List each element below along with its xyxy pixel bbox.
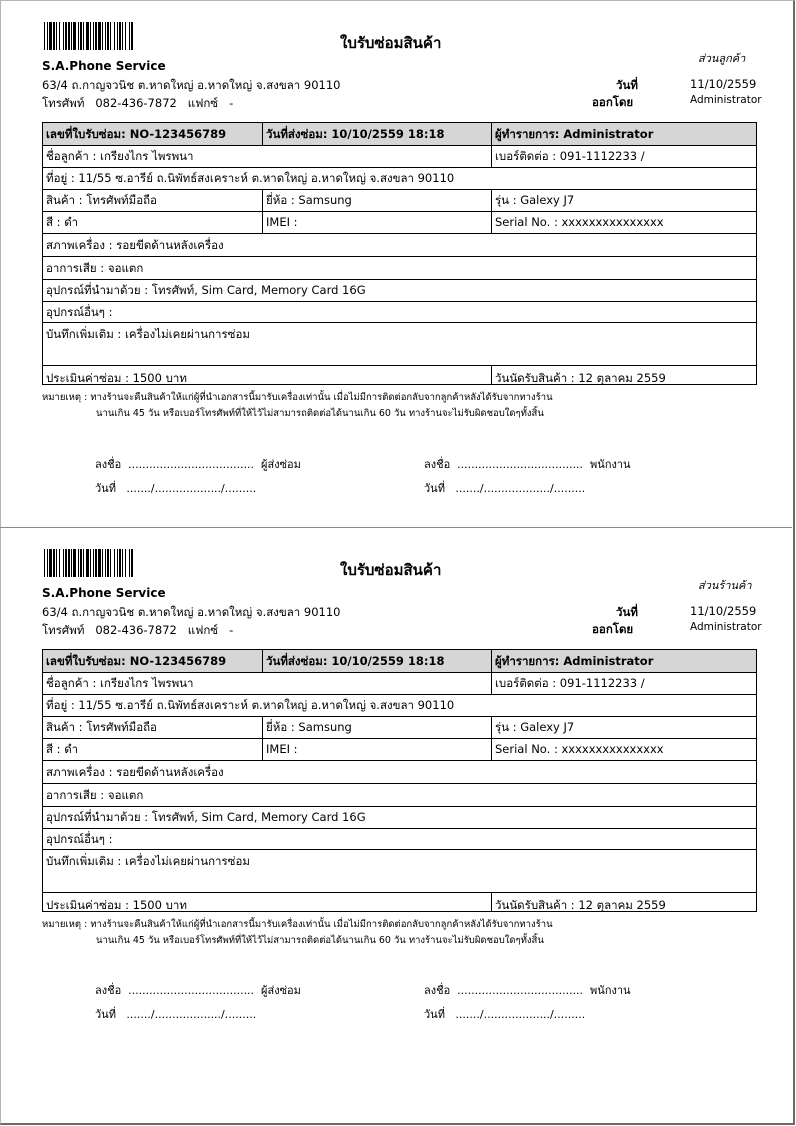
document-title: ใบรับซ่อมสินค้า (340, 34, 442, 52)
accessories: อุปกรณ์ที่นำมาด้วย : โทรศัพท์, Sim Card, Memory Card 16G (46, 283, 366, 297)
accessories: อุปกรณ์ที่นำมาด้วย : โทรศัพท์, Sim Card, Memory Card 16G (46, 810, 366, 824)
table-row (43, 212, 756, 234)
table-row (43, 673, 756, 695)
table-row (43, 784, 756, 807)
shop-name: S.A.Phone Service (42, 586, 166, 600)
date-label: วันที่ (616, 78, 638, 92)
table-row (43, 257, 756, 280)
additional-note: บันทึกเพิ่มเติม : เครื่องไม่เคยผ่านการซ่อม (46, 854, 250, 868)
pickup-date: วันนัดรับสินค้า : 12 ตุลาคม 2559 (491, 893, 756, 912)
barcode (44, 22, 236, 50)
table-row (43, 807, 756, 829)
table-header-row (43, 123, 756, 146)
receipt-customer-copy (0, 0, 792, 520)
handler: ผู้ทำรายการ: Administrator (491, 650, 756, 672)
issued-by-label: ออกโดย (592, 95, 634, 109)
remark-line-1: หมายเหตุ : ทางร้านจะคืนสินค้าให้แก่ผู้ที่นำเอกสารนี้มารับเครื่องเท่านั้น เมื่อไม่มีการติดต่อกลับจากลูกค้าหลังได้รับจากทางร้าน (42, 392, 553, 403)
table-row (43, 190, 756, 212)
table-row (43, 280, 756, 302)
contact-number: เบอร์ติดต่อ : 091-1112233 / (491, 673, 756, 694)
staff-date: วันที่ ......./.................../......... (424, 482, 586, 495)
remark-line-1: หมายเหตุ : ทางร้านจะคืนสินค้าให้แก่ผู้ที่นำเอกสารนี้มารับเครื่องเท่านั้น เมื่อไม่มีการติดต่อกลับจากลูกค้าหลังได้รับจากทางร้าน (42, 919, 553, 930)
color: สี : ดำ (46, 215, 79, 229)
model: รุ่น : Galexy J7 (491, 190, 756, 211)
document-title: ใบรับซ่อมสินค้า (340, 561, 442, 579)
model: รุ่น : Galexy J7 (491, 717, 756, 738)
repair-details-table (42, 649, 757, 912)
sender-signature: ลงชื่อ .................................... ผู้ส่งซ่อม (95, 458, 301, 471)
serial-number: Serial No. : xxxxxxxxxxxxxxx (491, 212, 756, 233)
product: สินค้า : โทรศัพท์มือถือ (46, 193, 157, 207)
table-row (43, 366, 756, 385)
brand: ยี่ห้อ : Samsung (262, 717, 491, 738)
shop-phone: โทรศัพท์ 082-436-7872 แฟกซ์ - (42, 96, 234, 110)
customer-name: ชื่อลูกค้า : เกรียงไกร ไพรพนา (46, 676, 194, 690)
customer-address: ที่อยู่ : 11/55 ซ.อารีย์ ถ.นิพัทธ์สงเคราะห์ ต.หาดใหญ่ อ.หาดใหญ่ จ.สงขลา 90110 (46, 698, 455, 712)
shop-phone: โทรศัพท์ 082-436-7872 แฟกซ์ - (42, 623, 234, 637)
repair-details-table (42, 122, 757, 385)
table-row (43, 323, 756, 366)
staff-date: วันที่ ......./.................../......... (424, 1008, 586, 1021)
handler: ผู้ทำรายการ: Administrator (491, 123, 756, 145)
date-value: 11/10/2559 (690, 77, 757, 91)
sender-date: วันที่ ......./.................../......... (95, 482, 257, 495)
shop-address: 63/4 ถ.กาญจวนิช ต.หาดใหญ่ อ.หาดใหญ่ จ.สงขลา 90110 (42, 605, 341, 619)
remark-line-2: นานเกิน 45 วัน หรือเบอร์โทรศัพท์ที่ให้ไว้ไม่สามารถติดต่อได้นานเกิน 60 วัน ทางร้านจะไม่รับผิดชอบใดๆทั้งสิ้น (96, 935, 544, 946)
table-row (43, 829, 756, 850)
device-condition: สภาพเครื่อง : รอยขีดด้านหลังเครื่อง (46, 765, 224, 779)
receipt-shop-copy (0, 527, 792, 1047)
table-row (43, 302, 756, 323)
other-accessories: อุปกรณ์อื่นๆ : (46, 832, 113, 846)
serial-number: Serial No. : xxxxxxxxxxxxxxx (491, 739, 756, 760)
table-row (43, 717, 756, 739)
table-row (43, 168, 756, 190)
table-row (43, 695, 756, 717)
receipt-number: เลขที่ใบรับซ่อม: NO-123456789 (46, 127, 227, 141)
issued-by-label: ออกโดย (592, 622, 634, 636)
shop-address: 63/4 ถ.กาญจวนิช ต.หาดใหญ่ อ.หาดใหญ่ จ.สงขลา 90110 (42, 78, 341, 92)
pickup-date: วันนัดรับสินค้า : 12 ตุลาคม 2559 (491, 366, 756, 385)
receipt-number: เลขที่ใบรับซ่อม: NO-123456789 (46, 654, 227, 668)
shop-name: S.A.Phone Service (42, 59, 166, 73)
product: สินค้า : โทรศัพท์มือถือ (46, 720, 157, 734)
send-date: วันที่ส่งซ่อม: 10/10/2559 18:18 (262, 123, 491, 145)
additional-note: บันทึกเพิ่มเติม : เครื่องไม่เคยผ่านการซ่อม (46, 327, 250, 341)
copy-label: ส่วนร้านค้า (698, 579, 752, 592)
issued-by-value: Administrator (690, 621, 762, 633)
imei: IMEI : (262, 212, 491, 233)
sender-date: วันที่ ......./.................../......... (95, 1008, 257, 1021)
imei: IMEI : (262, 739, 491, 760)
device-condition: สภาพเครื่อง : รอยขีดด้านหลังเครื่อง (46, 238, 224, 252)
remark-line-2: นานเกิน 45 วัน หรือเบอร์โทรศัพท์ที่ให้ไว้ไม่สามารถติดต่อได้นานเกิน 60 วัน ทางร้านจะไม่รับผิดชอบใดๆทั้งสิ้น (96, 408, 544, 419)
date-value: 11/10/2559 (690, 604, 757, 618)
table-row (43, 850, 756, 893)
brand: ยี่ห้อ : Samsung (262, 190, 491, 211)
symptom: อาการเสีย : จอแตก (46, 261, 144, 275)
issued-by-value: Administrator (690, 94, 762, 106)
staff-signature: ลงชื่อ .................................... พนักงาน (424, 458, 631, 471)
symptom: อาการเสีย : จอแตก (46, 788, 144, 802)
barcode (44, 549, 236, 577)
table-row (43, 739, 756, 761)
staff-signature: ลงชื่อ .................................... พนักงาน (424, 984, 631, 997)
other-accessories: อุปกรณ์อื่นๆ : (46, 305, 113, 319)
repair-estimate: ประเมินค่าซ่อม : 1500 บาท (46, 371, 187, 385)
table-header-row (43, 650, 756, 673)
repair-estimate: ประเมินค่าซ่อม : 1500 บาท (46, 898, 187, 912)
sender-signature: ลงชื่อ .................................... ผู้ส่งซ่อม (95, 984, 301, 997)
date-label: วันที่ (616, 605, 638, 619)
copy-label: ส่วนลูกค้า (698, 52, 746, 65)
table-row (43, 893, 756, 912)
color: สี : ดำ (46, 742, 79, 756)
table-row (43, 761, 756, 784)
customer-name: ชื่อลูกค้า : เกรียงไกร ไพรพนา (46, 149, 194, 163)
table-row (43, 234, 756, 257)
table-row (43, 146, 756, 168)
contact-number: เบอร์ติดต่อ : 091-1112233 / (491, 146, 756, 167)
customer-address: ที่อยู่ : 11/55 ซ.อารีย์ ถ.นิพัทธ์สงเคราะห์ ต.หาดใหญ่ อ.หาดใหญ่ จ.สงขลา 90110 (46, 171, 455, 185)
send-date: วันที่ส่งซ่อม: 10/10/2559 18:18 (262, 650, 491, 672)
